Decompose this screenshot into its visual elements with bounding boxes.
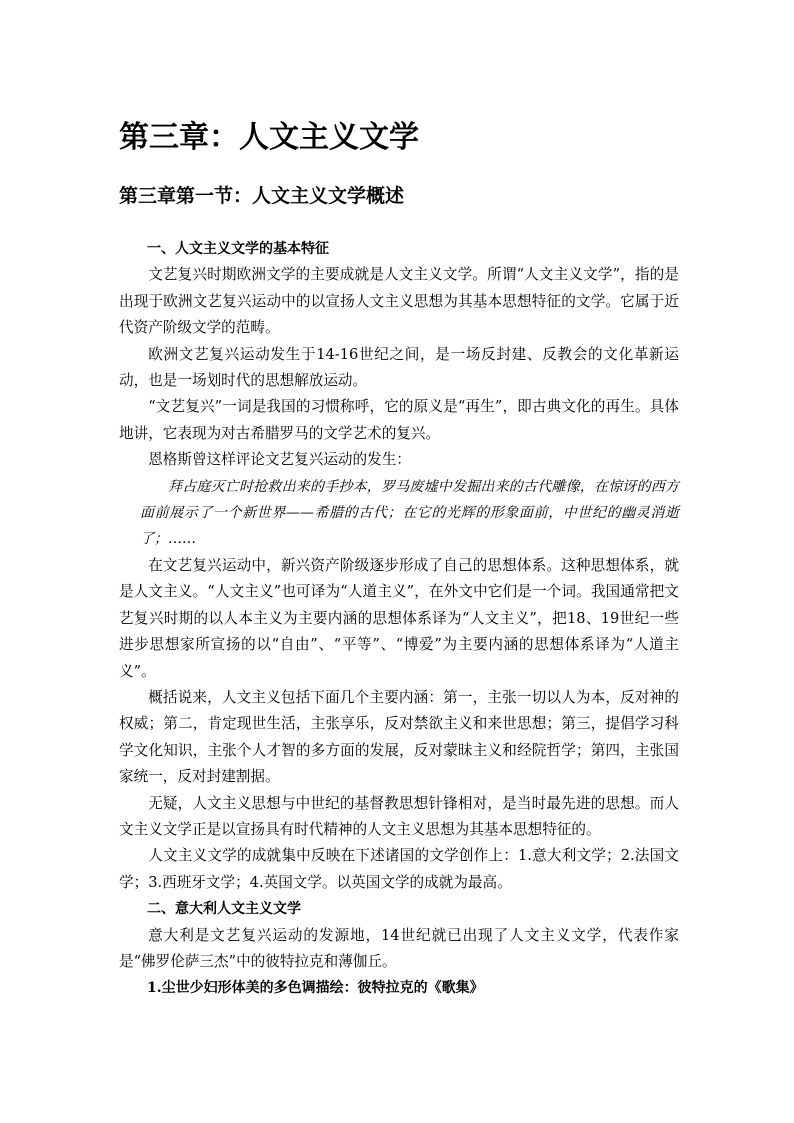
paragraph: 概括说来，人文主义包括下面几个主要内涵：第一，主张一切以人为本，反对神的权威；第二，肯定现世生活，主张享乐，反对禁欲主义和来世思想；第三，提倡学习科学文化知识，主张个人才智的多方面的发展，反对蒙昧主义和经院哲学；第四，主张国家统一，反对封建割据。 [119, 688, 679, 786]
paragraph: 在文艺复兴运动中，新兴资产阶级逐步形成了自己的思想体系。这种思想体系，就是人文主义。“人文主义”也可译为“人道主义”，在外文中它们是一个词。我国通常把文艺复兴时期的以人本主义为主要内涵的思想体系译为“人文主义”，把18、19世纪一些进步思想家所宣扬的以“自由”、“平等”、“博爱”为主要内涵的思想体系译为“人道主义”。 [119, 556, 679, 680]
subheading: 二、意大利人文主义文学 [147, 901, 301, 918]
paragraph: 意大利是文艺复兴运动的发源地，14世纪就已出现了人文主义文学，代表作家是“佛罗伦萨三杰”中的彼特拉克和薄伽丘。 [119, 926, 679, 970]
body-text [119, 236, 679, 1002]
subheading: 1.尘世少妇形体美的多色调描绘：彼特拉克的《歌集》 [147, 980, 484, 997]
block-quote: 拜占庭灭亡时抢救出来的手抄本，罗马废墟中发掘出来的古代雕像，在惊讶的西方面前展示了一个新世界——希腊的古代；在它的光辉的形象面前，中世纪的幽灵消逝了；…… [140, 478, 679, 548]
paragraph: 文艺复兴时期欧洲文学的主要成就是人文主义文学。所谓“人文主义文学”，指的是出现于欧洲文艺复兴运动中的以宣扬人文主义思想为其基本思想特征的文学。它属于近代资产阶级文学的范畴。 [119, 266, 679, 337]
paragraph: 人文主义文学的成就集中反映在下述诸国的文学创作上：1.意大利文学；2.法国文学；3.西班牙文学；4.英国文学。以英国文学的成就为最高。 [119, 847, 679, 891]
paragraph: “文艺复兴”一词是我国的习惯称呼，它的原义是“再生”，即古典文化的再生。具体地讲，它表现为对古希腊罗马的文学艺术的复兴。 [119, 398, 679, 442]
subheading: 一、人文主义文学的基本特征 [147, 241, 329, 257]
paragraph: 恩格斯曾这样评论文艺复兴运动的发生： [148, 451, 411, 469]
paragraph: 欧洲文艺复兴运动发生于14-16世纪之间，是一场反封建、反教会的文化革新运动，也是一场划时代的思想解放运动。 [119, 345, 679, 390]
paragraph: 无疑，人文主义思想与中世纪的基督教思想针锋相对，是当时最先进的思想。而人文主义文学正是以宣扬具有时代精神的人文主义思想为其基本思想特征的。 [119, 794, 679, 838]
section-title: 第三章第一节：人文主义文学概述 [119, 185, 405, 207]
chapter-title: 第三章：人文主义文学 [119, 120, 419, 155]
